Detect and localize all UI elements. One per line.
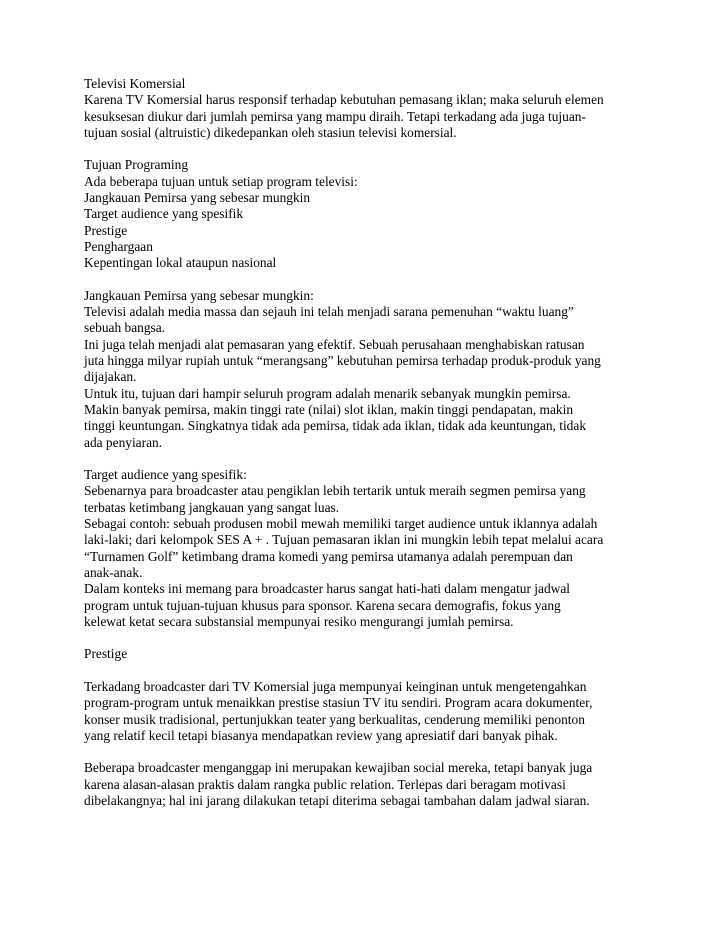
paragraph-gap xyxy=(84,744,714,760)
paragraph-line: Makin banyak pemirsa, makin tinggi rate (nilai) slot iklan, makin tinggi pendapatan, makin xyxy=(84,401,574,417)
list-item: Jangkauan Pemirsa yang sebesar mungkin xyxy=(84,190,311,206)
paragraph-line: program untuk tujuan-tujuan khusus para sponsor. Karena secara demografis, fokus yang xyxy=(84,597,561,613)
paragraph-line: tinggi keuntungan. Singkatnya tidak ada pemirsa, tidak ada iklan, tidak ada keuntungan, tidak xyxy=(84,418,587,434)
paragraph-line: Terkadang broadcaster dari TV Komersial juga mempunyai keinginan untuk mengetengahkan xyxy=(84,678,587,694)
paragraph-line: terbatas ketimbang jangkauan yang sangat luas. xyxy=(84,499,340,515)
paragraph-line: laki-laki; dari kelompok SES A + . Tujuan pemasaran iklan ini mungkin lebih tepat melalui acara xyxy=(84,532,604,548)
paragraph-line: kesuksesan diukur dari jumlah pemirsa yang mampu diraih. Tetapi terkadang ada juga tujuan- xyxy=(84,108,586,124)
paragraph-line: tujuan sosial (altruistic) dikedepankan oleh stasiun televisi komersial. xyxy=(84,124,457,140)
paragraph-gap xyxy=(84,630,714,646)
paragraph-line: karena alasan-alasan praktis dalam rangka public relation. Terlepas dari beragam motivasi xyxy=(84,776,566,792)
paragraph-gap xyxy=(84,451,714,467)
paragraph-line: Karena TV Komersial harus responsif terhadap kebutuhan pemasang iklan; maka seluruh elemen xyxy=(84,92,604,108)
document-page xyxy=(84,76,714,809)
paragraph-line: Televisi adalah media massa dan sejauh ini telah menjadi sarana pemenuhan “waktu luang” xyxy=(84,304,574,320)
paragraph-line: Untuk itu, tujuan dari hampir seluruh program adalah menarik sebanyak mungkin pemirsa. xyxy=(84,385,571,401)
paragraph-line: program-program untuk menaikkan prestise stasiun TV itu sendiri. Program acara dokumenter, xyxy=(84,695,593,711)
paragraph-line: Beberapa broadcaster menganggap ini merupakan kewajiban social mereka, tetapi banyak juga xyxy=(84,760,593,776)
paragraph-line: ada penyiaran. xyxy=(84,434,163,450)
paragraph-line: konser musik tradisional, pertunjukkan teater yang berkualitas, cenderung memiliki penonton xyxy=(84,711,585,727)
paragraph-gap xyxy=(84,663,714,679)
paragraph-line: yang relatif kecil tetapi biasanya mendapatkan review yang apresiatif dari banyak pihak. xyxy=(84,727,558,743)
paragraph-line: Sebenarnya para broadcaster atau pengiklan lebih tertarik untuk meraih segmen pemirsa yang xyxy=(84,483,586,499)
paragraph-line: juta hingga milyar rupiah untuk “merangsang” kebutuhan pemirsa terhadap produk-produk yang xyxy=(84,353,601,369)
paragraph-gap xyxy=(84,141,714,157)
section-heading: Tujuan Programing xyxy=(84,157,189,173)
paragraph-line: sebuah bangsa. xyxy=(84,320,166,336)
list-item: Target audience yang spesifik xyxy=(84,206,244,222)
paragraph-line: Ada beberapa tujuan untuk setiap program televisi: xyxy=(84,173,358,189)
paragraph-line: Sebagai contoh: sebuah produsen mobil mewah memiliki target audience untuk iklannya adalah xyxy=(84,516,598,532)
list-item: Kepentingan lokal ataupun nasional xyxy=(84,255,277,271)
section-heading: Prestige xyxy=(84,646,128,662)
paragraph-line: Ini juga telah menjadi alat pemasaran yang efektif. Sebuah perusahaan menghabiskan ratusan xyxy=(84,336,585,352)
paragraph-line: dibelakangnya; hal ini jarang dilakukan tetapi diterima sebagai tambahan dalam jadwal siaran. xyxy=(84,793,590,809)
section-heading: Target audience yang spesifik: xyxy=(84,467,247,483)
list-item: Prestige xyxy=(84,222,128,238)
paragraph-line: kelewat ketat secara substansial mempunyai resiko mengurangi jumlah pemirsa. xyxy=(84,613,514,629)
paragraph-line: “Turnamen Golf” ketimbang drama komedi yang pemirsa utamanya adalah perempuan dan xyxy=(84,548,573,564)
paragraph-line: dijajakan. xyxy=(84,369,137,385)
paragraph-line: Dalam konteks ini memang para broadcaster harus sangat hati-hati dalam mengatur jadwal xyxy=(84,581,570,597)
paragraph-line: anak-anak. xyxy=(84,564,143,580)
doc-title: Televisi Komersial xyxy=(84,76,186,91)
list-item: Penghargaan xyxy=(84,238,153,254)
paragraph-gap xyxy=(84,272,714,288)
section-heading: Jangkauan Pemirsa yang sebesar mungkin: xyxy=(84,287,314,303)
